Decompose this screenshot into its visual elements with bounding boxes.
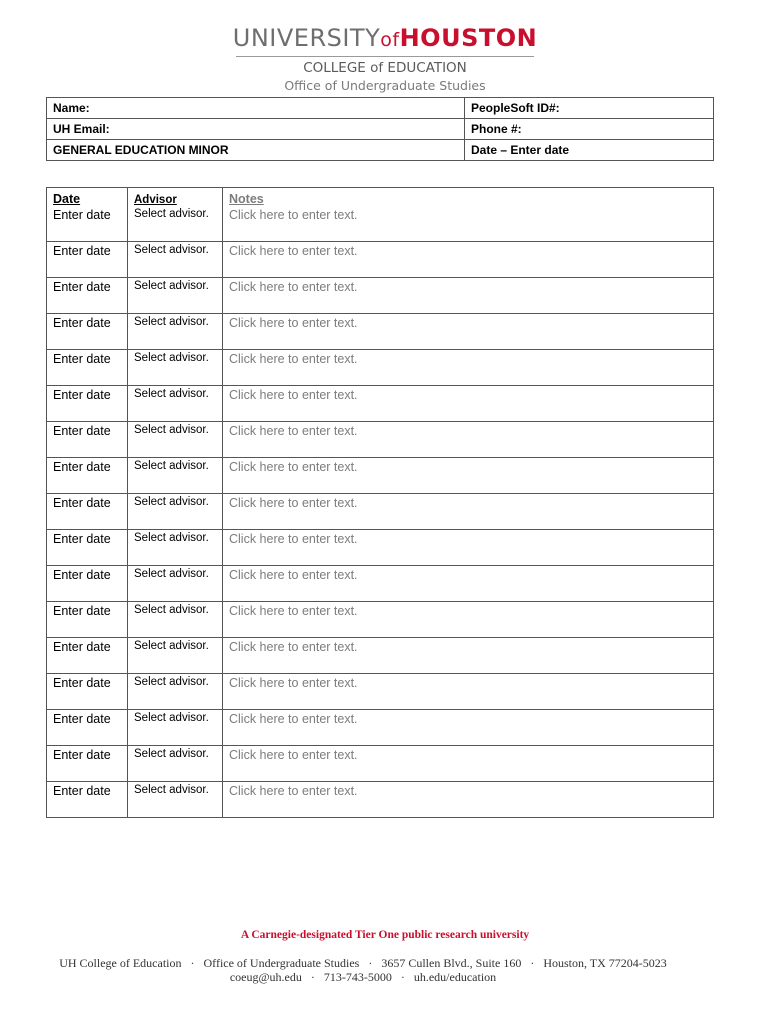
notes-text-field[interactable]: Click here to enter text.	[223, 782, 714, 818]
date-picker-field[interactable]: Enter date	[47, 458, 128, 494]
date-picker-field[interactable]: Enter date	[47, 638, 128, 674]
date-picker-field[interactable]: Enter date	[47, 422, 128, 458]
log-header-row	[47, 188, 714, 207]
advisor-select-field[interactable]: Select advisor.	[128, 350, 223, 386]
advisor-select-field[interactable]: Select advisor.	[128, 602, 223, 638]
advisor-select-field[interactable]: Select advisor.	[128, 530, 223, 566]
date-picker-field[interactable]: Enter date	[47, 242, 128, 278]
notes-text-field[interactable]: Click here to enter text.	[223, 206, 714, 242]
advisor-select-field[interactable]: Select advisor.	[128, 314, 223, 350]
logo-university-text: UNIVERSITY	[232, 24, 381, 52]
notes-text-field[interactable]: Click here to enter text.	[223, 314, 714, 350]
date-picker-field[interactable]: Enter date	[47, 674, 128, 710]
notes-text-field[interactable]: Click here to enter text.	[223, 602, 714, 638]
college-name: COLLEGE of EDUCATION	[303, 60, 467, 76]
advisor-select-field[interactable]: Select advisor.	[128, 422, 223, 458]
footer-tagline: A Carnegie-designated Tier One public research university	[240, 929, 530, 941]
notes-text-field[interactable]: Click here to enter text.	[223, 674, 714, 710]
advisor-select-field[interactable]: Select advisor.	[128, 746, 223, 782]
log-row	[47, 782, 714, 818]
date-field[interactable]: Date – Enter date	[465, 140, 714, 161]
log-row	[47, 350, 714, 386]
notes-text-field[interactable]: Click here to enter text.	[223, 566, 714, 602]
advisor-select-field[interactable]: Select advisor.	[128, 674, 223, 710]
advisor-column-header: Advisor	[128, 188, 223, 207]
log-row	[47, 674, 714, 710]
date-picker-field[interactable]: Enter date	[47, 350, 128, 386]
notes-text-field[interactable]: Click here to enter text.	[223, 422, 714, 458]
date-picker-field[interactable]: Enter date	[47, 278, 128, 314]
advisor-select-field[interactable]: Select advisor.	[128, 386, 223, 422]
program-label: GENERAL EDUCATION MINOR	[47, 140, 465, 161]
info-row	[47, 98, 714, 119]
advisor-select-field[interactable]: Select advisor.	[128, 206, 223, 242]
advisor-select-field[interactable]: Select advisor.	[128, 494, 223, 530]
notes-text-field[interactable]: Click here to enter text.	[223, 638, 714, 674]
notes-text-field[interactable]: Click here to enter text.	[223, 386, 714, 422]
name-field[interactable]: Name:	[47, 98, 465, 119]
advisor-select-field[interactable]: Select advisor.	[128, 458, 223, 494]
log-row	[47, 602, 714, 638]
uh-email-field[interactable]: UH Email:	[47, 119, 465, 140]
notes-text-field[interactable]: Click here to enter text.	[223, 530, 714, 566]
log-row	[47, 422, 714, 458]
peoplesoft-id-field[interactable]: PeopleSoft ID#:	[465, 98, 714, 119]
date-picker-field[interactable]: Enter date	[47, 206, 128, 242]
log-body	[47, 206, 714, 818]
date-picker-field[interactable]: Enter date	[47, 530, 128, 566]
log-row	[47, 710, 714, 746]
date-picker-field[interactable]: Enter date	[47, 782, 128, 818]
advisor-select-field[interactable]: Select advisor.	[128, 566, 223, 602]
log-row	[47, 242, 714, 278]
date-picker-field[interactable]: Enter date	[47, 566, 128, 602]
notes-text-field[interactable]: Click here to enter text.	[223, 350, 714, 386]
log-row	[47, 494, 714, 530]
advisor-select-field[interactable]: Select advisor.	[128, 278, 223, 314]
logo-of-text: of	[380, 29, 400, 51]
notes-text-field[interactable]: Click here to enter text.	[223, 746, 714, 782]
info-row	[47, 140, 714, 161]
log-row	[47, 386, 714, 422]
logo-houston-text: HOUSTON	[399, 24, 538, 52]
date-picker-field[interactable]: Enter date	[47, 710, 128, 746]
advisor-select-field[interactable]: Select advisor.	[128, 710, 223, 746]
advisor-select-field[interactable]: Select advisor.	[128, 782, 223, 818]
advising-log-table	[46, 187, 714, 818]
log-row	[47, 566, 714, 602]
notes-text-field[interactable]: Click here to enter text.	[223, 242, 714, 278]
log-row	[47, 638, 714, 674]
phone-field[interactable]: Phone #:	[465, 119, 714, 140]
log-row	[47, 530, 714, 566]
log-row	[47, 458, 714, 494]
notes-text-field[interactable]: Click here to enter text.	[223, 494, 714, 530]
date-picker-field[interactable]: Enter date	[47, 746, 128, 782]
date-picker-field[interactable]: Enter date	[47, 386, 128, 422]
notes-text-field[interactable]: Click here to enter text.	[223, 710, 714, 746]
advisor-select-field[interactable]: Select advisor.	[128, 638, 223, 674]
log-row	[47, 278, 714, 314]
info-row	[47, 119, 714, 140]
date-picker-field[interactable]: Enter date	[47, 494, 128, 530]
office-name: Office of Undergraduate Studies	[284, 78, 486, 93]
log-row	[47, 206, 714, 242]
student-info-table	[46, 97, 714, 161]
date-picker-field[interactable]: Enter date	[47, 602, 128, 638]
logo-divider	[236, 56, 534, 57]
university-logo	[0, 24, 770, 94]
date-column-header: Date	[47, 188, 128, 207]
advisor-select-field[interactable]: Select advisor.	[128, 242, 223, 278]
logo-wordmark	[0, 24, 770, 54]
date-picker-field[interactable]: Enter date	[47, 314, 128, 350]
log-row	[47, 314, 714, 350]
notes-text-field[interactable]: Click here to enter text.	[223, 278, 714, 314]
log-row	[47, 746, 714, 782]
footer-contact: coeug@uh.edu · 713-743-5000 · uh.edu/education	[229, 970, 497, 984]
footer-address: UH College of Education · Office of Undergraduate Studies · 3657 Cullen Blvd., Suite 160 · Houston, TX 77204-5023	[59, 956, 667, 970]
notes-text-field[interactable]: Click here to enter text.	[223, 458, 714, 494]
notes-column-header: Notes	[223, 188, 714, 207]
